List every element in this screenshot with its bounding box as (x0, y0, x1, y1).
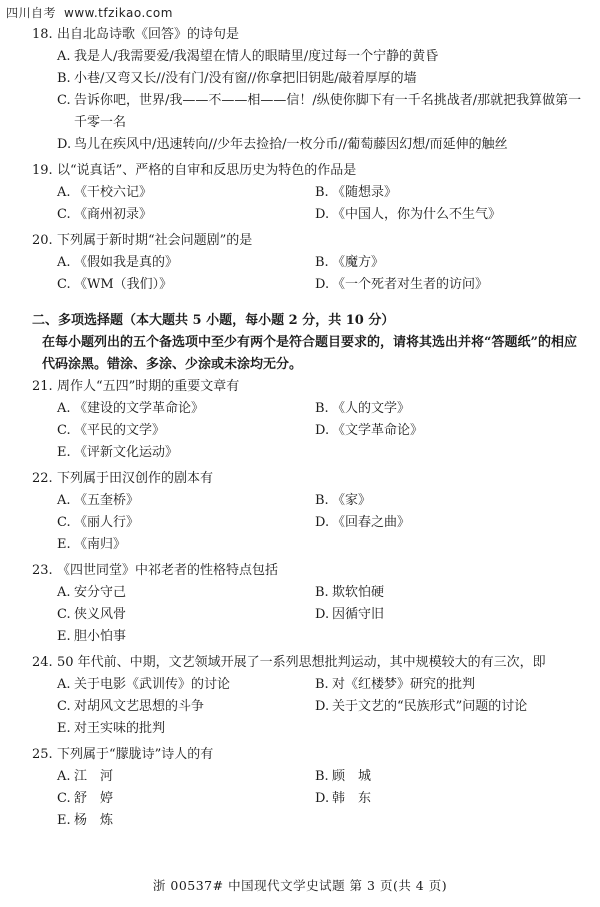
option-text: 侠义风骨 (74, 607, 127, 622)
answer-option (315, 398, 582, 420)
answer-option (315, 604, 582, 626)
answer-option (315, 204, 582, 226)
option-label: A. (57, 401, 71, 416)
question-text: 下列属于田汉创作的剧本有 (57, 471, 214, 486)
question (32, 560, 582, 648)
answer-option (57, 582, 315, 604)
question-text: 出自北岛诗歌《回答》的诗句是 (57, 27, 240, 42)
option-label: C. (57, 207, 71, 222)
option-text: 《商州初录》 (74, 207, 153, 222)
answer-option (315, 674, 582, 696)
option-text: 《随想录》 (332, 185, 398, 200)
answer-option (57, 398, 315, 420)
question-number: 22. (32, 471, 53, 486)
option-label: D. (315, 699, 330, 714)
option-label: D. (315, 207, 330, 222)
answer-option (57, 674, 315, 696)
question-stem (32, 230, 582, 252)
answer-option (57, 534, 315, 556)
question-stem (32, 652, 582, 674)
option-text: 《平民的文学》 (74, 423, 166, 438)
option-label: B. (315, 255, 329, 270)
question (32, 160, 582, 226)
question (32, 652, 582, 740)
option-text: 小巷/又弯又长//没有门/没有窗//你拿把旧钥匙/敲着厚厚的墙 (74, 71, 417, 86)
option-text: 因循守旧 (332, 607, 385, 622)
answer-option (57, 490, 315, 512)
section-multiple-choice (32, 310, 582, 376)
option-label: A. (57, 769, 71, 784)
multiple-choice-questions (32, 376, 582, 832)
option-text: 江 河 (74, 769, 114, 784)
option-text: 《南归》 (74, 537, 127, 552)
option-text: 《评新文化运动》 (74, 445, 179, 460)
answer-option (57, 788, 315, 810)
option-text: 安分守己 (74, 585, 127, 600)
answer-option (315, 490, 582, 512)
watermark-name: 四川自考 (6, 6, 57, 20)
exam-content (32, 24, 582, 836)
option-list (32, 252, 582, 296)
option-text: 《假如我是真的》 (74, 255, 179, 270)
question-number: 23. (32, 563, 53, 578)
option-text: 《干校六记》 (74, 185, 153, 200)
question-stem (32, 24, 582, 46)
option-text: 鸟儿在疾风中/迅速转向//少年去捡拾/一枚分币//葡萄藤因幻想/而延伸的触丝 (74, 137, 508, 152)
option-label: C. (57, 791, 71, 806)
option-label: B. (315, 769, 329, 784)
option-text: 对《红楼梦》研究的批判 (332, 677, 476, 692)
option-text: 《五奎桥》 (74, 493, 140, 508)
option-label: E. (57, 813, 71, 828)
answer-option (57, 442, 315, 464)
option-label: A. (57, 255, 71, 270)
option-text: 《中国人，你为什么不生气》 (332, 207, 502, 222)
question-stem (32, 160, 582, 182)
answer-option (57, 204, 315, 226)
answer-option (315, 788, 582, 810)
question-number: 18. (32, 27, 53, 42)
option-label: D. (315, 607, 330, 622)
question-number: 20. (32, 233, 53, 248)
answer-option (57, 90, 582, 134)
option-text: 我是人/我需要爱/我渴望在情人的眼睛里/度过每一个宁静的黄昏 (74, 49, 439, 64)
question-number: 19. (32, 163, 53, 178)
option-label: C. (57, 423, 71, 438)
watermark (6, 4, 173, 21)
question-text: 下列属于“朦胧诗”诗人的有 (57, 747, 214, 762)
option-text: 《人的文学》 (332, 401, 411, 416)
option-text: 关于电影《武训传》的讨论 (74, 677, 231, 692)
question-text: 《四世同堂》中祁老者的性格特点包括 (57, 563, 279, 578)
option-text: 《WM（我们）》 (74, 277, 173, 292)
option-label: A. (57, 585, 71, 600)
answer-option (57, 718, 315, 740)
option-text: 对王实味的批判 (74, 721, 166, 736)
option-label: B. (315, 585, 329, 600)
option-label: D. (315, 515, 330, 530)
question (32, 744, 582, 832)
option-text: 《建设的文学革命论》 (74, 401, 205, 416)
watermark-site: www.tfzikao.com (64, 6, 173, 20)
option-text: 告诉你吧，世界/我——不——相——信！/纵使你脚下有一千名挑战者/那就把我算做第一千零一名 (74, 93, 582, 130)
section-heading: 二、多项选择题（本大题共 5 小题，每小题 2 分，共 10 分） (32, 313, 395, 328)
answer-option (57, 182, 315, 204)
page-footer: 浙 00537# 中国现代文学史试题 第 3 页(共 4 页) (152, 878, 448, 893)
question-stem (32, 376, 582, 398)
question (32, 468, 582, 556)
question-number: 25. (32, 747, 53, 762)
option-label: E. (57, 445, 71, 460)
option-list (32, 182, 582, 226)
option-label: A. (57, 185, 71, 200)
option-text: 关于文艺的“民族形式”问题的讨论 (332, 699, 528, 714)
question-stem (32, 744, 582, 766)
option-label: A. (57, 49, 71, 64)
question-stem (32, 560, 582, 582)
option-text: 《家》 (332, 493, 372, 508)
option-label: E. (57, 629, 71, 644)
answer-option (57, 274, 315, 296)
option-text: 《魔方》 (332, 255, 385, 270)
answer-option (57, 696, 315, 718)
option-text: 《回春之曲》 (332, 515, 411, 530)
answer-option (57, 46, 582, 68)
answer-option (57, 252, 315, 274)
option-text: 《丽人行》 (74, 515, 140, 530)
option-list (32, 46, 582, 156)
answer-option (57, 626, 315, 648)
option-list (32, 398, 582, 464)
option-label: D. (315, 791, 330, 806)
option-label: C. (57, 699, 71, 714)
option-label: B. (315, 401, 329, 416)
option-label: C. (57, 607, 71, 622)
question-text: 下列属于新时期“社会问题剧”的是 (57, 233, 253, 248)
option-label: C. (57, 93, 71, 108)
answer-option (315, 182, 582, 204)
question-text: 以“说真话”、严格的自审和反思历史为特色的作品是 (57, 163, 357, 178)
question-number: 21. (32, 379, 53, 394)
answer-option (57, 604, 315, 626)
option-text: 顾 城 (332, 769, 372, 784)
answer-option (57, 766, 315, 788)
option-text: 胆小怕事 (74, 629, 127, 644)
question (32, 230, 582, 296)
question (32, 24, 582, 156)
option-text: 欺软怕硬 (332, 585, 385, 600)
question-text: 50 年代前、中期，文艺领域开展了一系列思想批判运动，其中规模较大的有三次，即 (57, 655, 546, 670)
option-list (32, 674, 582, 740)
option-list (32, 582, 582, 648)
option-label: B. (57, 71, 71, 86)
answer-option (57, 420, 315, 442)
option-list (32, 490, 582, 556)
option-label: A. (57, 493, 71, 508)
answer-option (315, 512, 582, 534)
question-stem (32, 468, 582, 490)
answer-option (315, 582, 582, 604)
option-label: E. (57, 721, 71, 736)
section-instruction: 在每小题列出的五个备选项中至少有两个是符合题目要求的，请将其选出并将“答题纸”的相应代码涂黑。错涂、多涂、少涂或未涂均无分。 (42, 335, 577, 372)
option-label: C. (57, 277, 71, 292)
question (32, 376, 582, 464)
single-choice-questions (32, 24, 582, 296)
option-text: 韩 东 (332, 791, 372, 806)
answer-option (315, 252, 582, 274)
answer-option (315, 766, 582, 788)
question-number: 24. (32, 655, 53, 670)
answer-option (315, 420, 582, 442)
option-label: B. (315, 493, 329, 508)
option-text: 舒 婷 (74, 791, 114, 806)
option-text: 对胡风文艺思想的斗争 (74, 699, 205, 714)
answer-option (57, 134, 582, 156)
option-list (32, 766, 582, 832)
option-label: A. (57, 677, 71, 692)
question-text: 周作人“五四”时期的重要文章有 (57, 379, 240, 394)
option-label: B. (315, 677, 329, 692)
option-label: D. (315, 277, 330, 292)
answer-option (57, 512, 315, 534)
option-label: D. (315, 423, 330, 438)
option-text: 《文学革命论》 (332, 423, 424, 438)
option-label: C. (57, 515, 71, 530)
answer-option (315, 274, 582, 296)
option-label: D. (57, 137, 72, 152)
answer-option (315, 696, 582, 718)
option-label: B. (315, 185, 329, 200)
option-text: 杨 炼 (74, 813, 114, 828)
option-label: E. (57, 537, 71, 552)
option-text: 《一个死者对生者的访问》 (332, 277, 489, 292)
answer-option (57, 810, 315, 832)
answer-option (57, 68, 582, 90)
